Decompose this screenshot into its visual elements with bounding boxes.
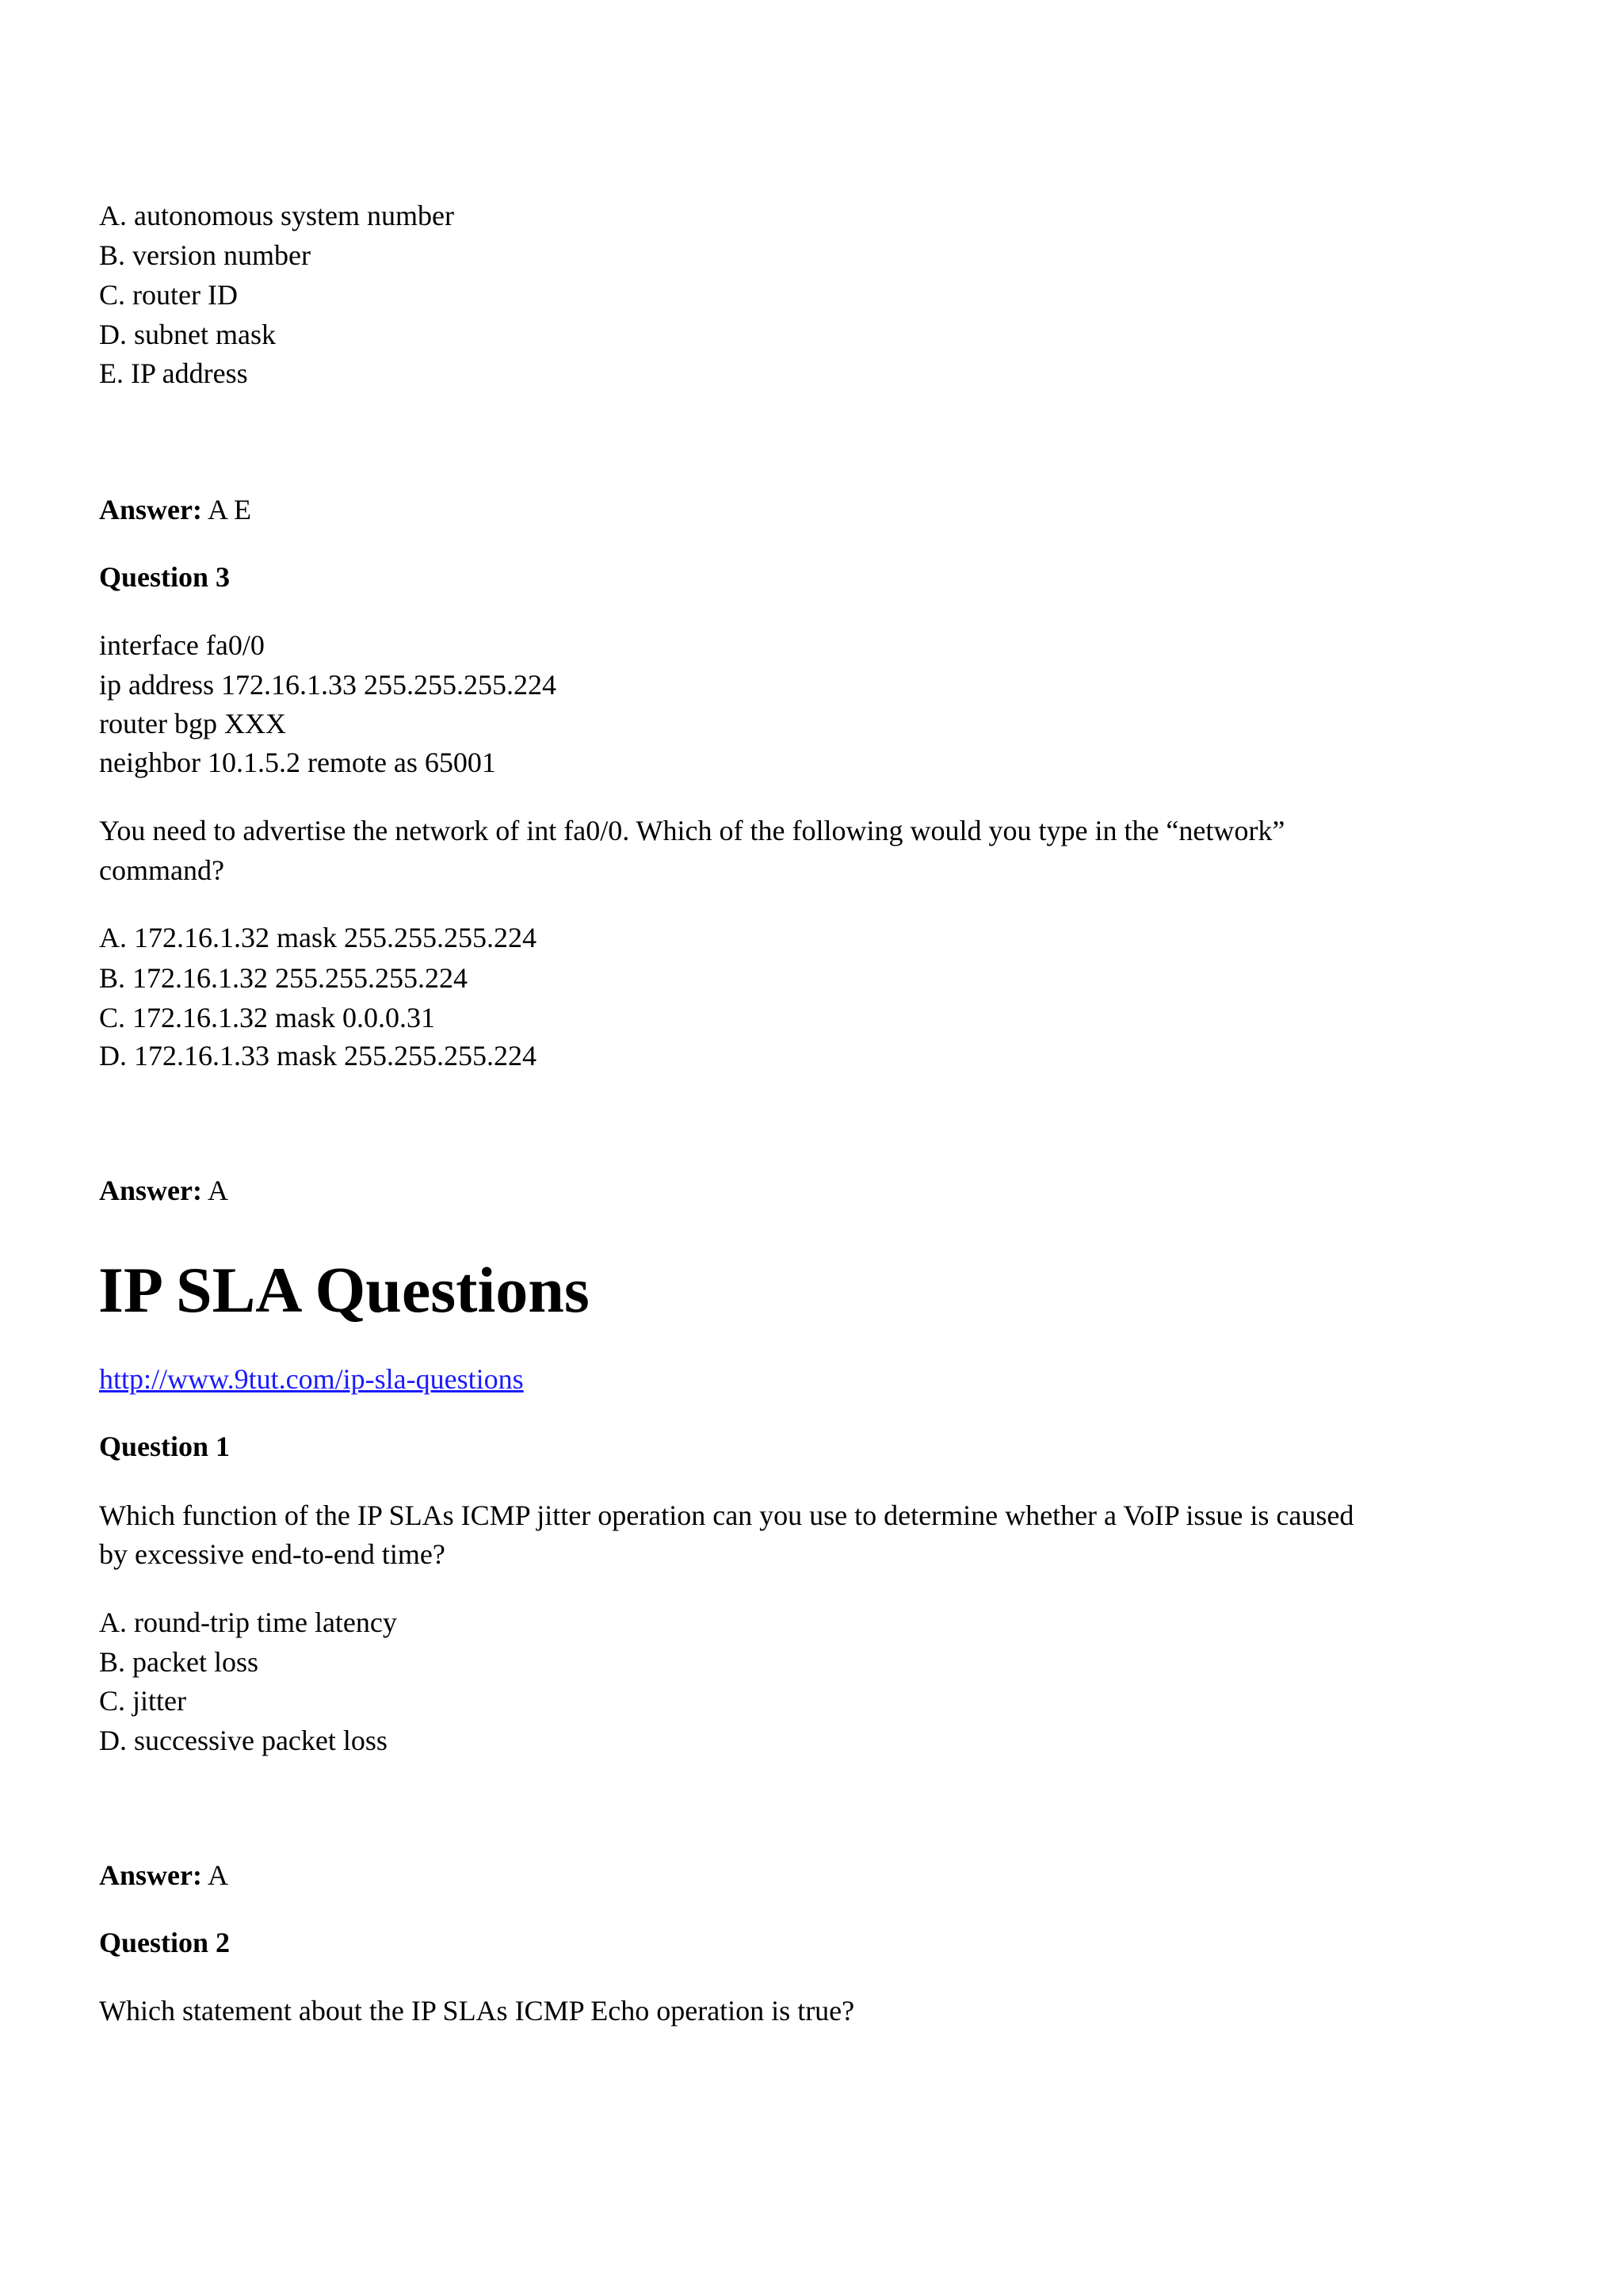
question-title: Question 2 <box>99 1927 231 1958</box>
question-prompt: You need to advertise the network of int fa0/0. Which of the following would you type in the “network” <box>99 815 1285 846</box>
option-a: A. round-trip time latency <box>99 1606 397 1638</box>
answer-value: A <box>208 1175 228 1206</box>
option-b: B. packet loss <box>99 1646 258 1678</box>
answer-line <box>99 492 251 527</box>
config-line: ip address 172.16.1.33 255.255.255.224 <box>99 669 556 701</box>
answer-label: Answer: <box>99 1175 202 1206</box>
answer-value: A E <box>208 494 252 525</box>
answer-line <box>99 1858 228 1893</box>
option-b: B. 172.16.1.32 255.255.255.224 <box>99 962 468 994</box>
question-title: Question 3 <box>99 561 231 593</box>
option-c: C. 172.16.1.32 mask 0.0.0.31 <box>99 1002 436 1033</box>
answer-label: Answer: <box>99 494 202 525</box>
option-a: A. autonomous system number <box>99 200 454 231</box>
option-e: E. IP address <box>99 357 248 389</box>
question-prompt: command? <box>99 854 224 886</box>
section-link[interactable]: http://www.9tut.com/ip-sla-questions <box>99 1363 524 1395</box>
answer-label: Answer: <box>99 1859 202 1891</box>
question-prompt: Which statement about the IP SLAs ICMP Echo operation is true? <box>99 1995 855 2027</box>
config-line: interface fa0/0 <box>99 629 265 661</box>
option-c: C. jitter <box>99 1685 186 1717</box>
config-line: router bgp XXX <box>99 708 286 739</box>
question-prompt: Which function of the IP SLAs ICMP jitter operation can you use to determine whether a VoIP issue is caused <box>99 1499 1354 1531</box>
option-d: D. subnet mask <box>99 319 276 350</box>
option-a: A. 172.16.1.32 mask 255.255.255.224 <box>99 922 537 953</box>
answer-value: A <box>208 1859 228 1891</box>
option-c: C. router ID <box>99 279 238 311</box>
config-line: neighbor 10.1.5.2 remote as 65001 <box>99 747 496 778</box>
section-heading: IP SLA Questions <box>98 1254 590 1326</box>
option-b: B. version number <box>99 239 311 271</box>
question-prompt: by excessive end-to-end time? <box>99 1538 445 1570</box>
option-d: D. successive packet loss <box>99 1725 388 1756</box>
option-d: D. 172.16.1.33 mask 255.255.255.224 <box>99 1040 537 1072</box>
answer-line <box>99 1173 228 1208</box>
question-title: Question 1 <box>99 1431 231 1462</box>
